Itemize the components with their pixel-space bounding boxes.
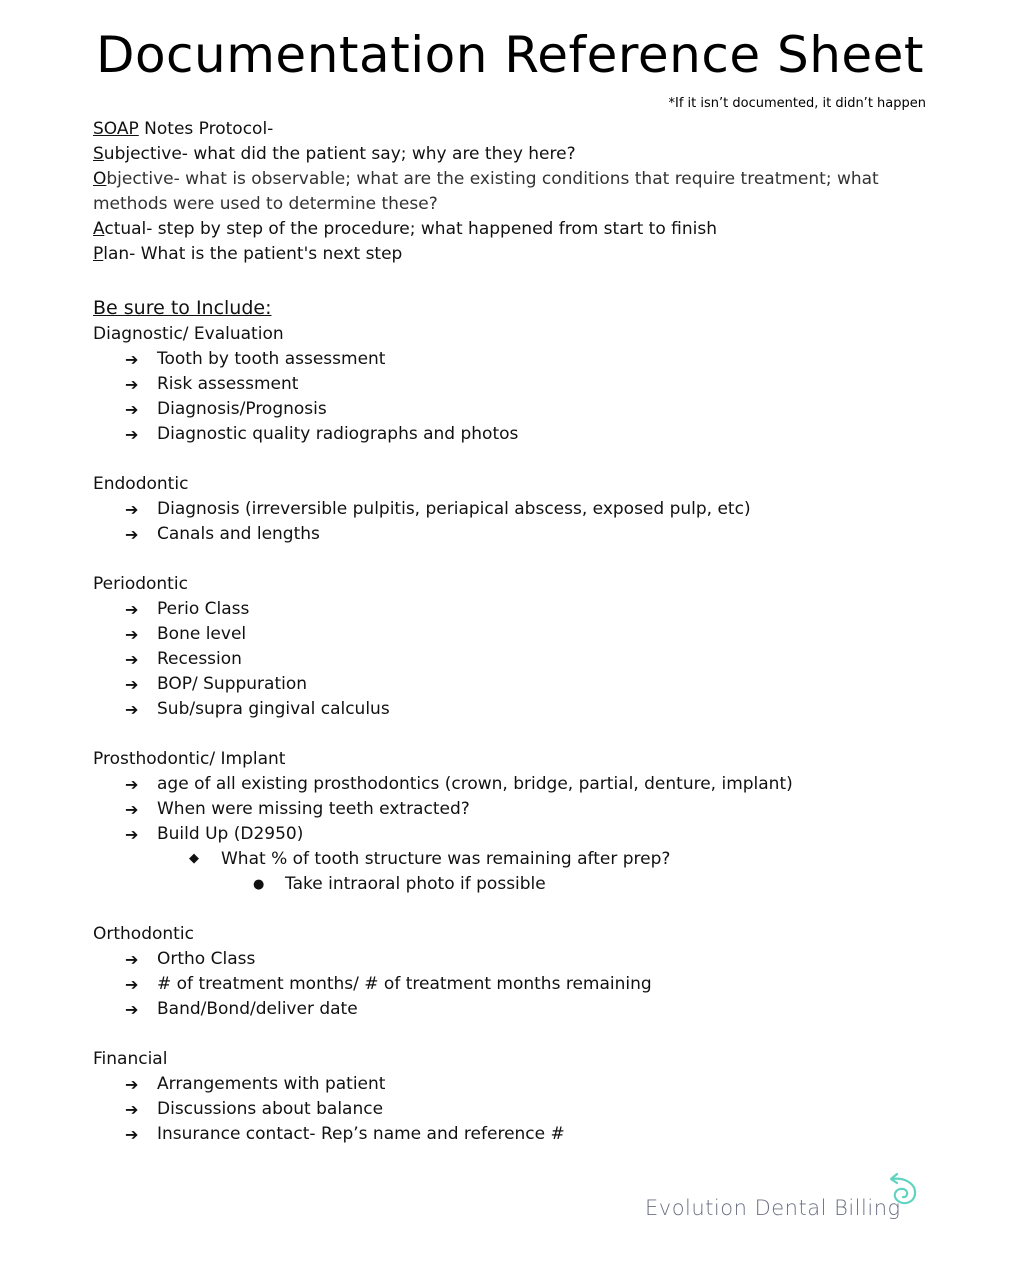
spacer <box>93 547 923 572</box>
spacer <box>93 447 923 472</box>
arrow-bullet-icon: ➔ <box>125 1125 139 1144</box>
arrow-bullet-icon: ➔ <box>125 800 139 819</box>
soap-actual <box>93 217 923 242</box>
list-item-text: Take intraoral photo if possible <box>285 874 546 894</box>
list-item <box>93 1072 923 1097</box>
soap-plan <box>93 242 923 267</box>
arrow-bullet-icon: ➔ <box>125 600 139 619</box>
list-item-text: Diagnosis/Prognosis <box>157 399 327 419</box>
list-item-text: Risk assessment <box>157 374 299 394</box>
list-item <box>93 1097 923 1122</box>
sub-sub-list-item <box>93 872 923 897</box>
soap-text: lan- What is the patient's next step <box>103 244 403 264</box>
soap-initial: S <box>93 144 104 164</box>
list-item-text: Arrangements with patient <box>157 1074 386 1094</box>
include-heading: Be sure to Include: <box>93 297 272 319</box>
spacer <box>93 722 923 747</box>
list-item-text: age of all existing prosthodontics (crown, bridge, partial, denture, implant) <box>157 774 793 794</box>
soap-text: bjective- what is observable; what are the existing conditions that require treatment; what methods were used to determine these? <box>93 169 879 214</box>
arrow-bullet-icon: ➔ <box>125 650 139 669</box>
arrow-bullet-icon: ➔ <box>125 1100 139 1119</box>
arrow-bullet-icon: ➔ <box>125 825 139 844</box>
diamond-bullet-icon: ◆ <box>189 851 199 866</box>
list-item-text: Recession <box>157 649 242 669</box>
page-title: Documentation Reference Sheet <box>95 26 925 84</box>
soap-initial: A <box>93 219 105 239</box>
arrow-bullet-icon: ➔ <box>125 375 139 394</box>
list-item <box>93 997 923 1022</box>
spacer <box>93 267 923 294</box>
list-item <box>93 597 923 622</box>
soap-heading <box>93 117 923 142</box>
soap-initial: P <box>93 244 104 264</box>
list-item <box>93 372 923 397</box>
list-item-text: Ortho Class <box>157 949 256 969</box>
spacer <box>93 897 923 922</box>
arrow-bullet-icon: ➔ <box>125 625 139 644</box>
dot-bullet-icon: ● <box>253 877 265 892</box>
list-item-text: Bone level <box>157 624 247 644</box>
list-item <box>93 1122 923 1147</box>
arrow-bullet-icon: ➔ <box>125 500 139 519</box>
arrow-bullet-icon: ➔ <box>125 675 139 694</box>
list-item-text: When were missing teeth extracted? <box>157 799 470 819</box>
section-title-prosthodontic: Prosthodontic/ Implant <box>93 749 286 769</box>
list-item-text: Diagnostic quality radiographs and photos <box>157 424 519 444</box>
list-item-text: BOP/ Suppuration <box>157 674 308 694</box>
section-title-endodontic: Endodontic <box>93 474 189 494</box>
soap-subjective <box>93 142 923 167</box>
list-item-text: # of treatment months/ # of treatment months remaining <box>157 974 652 994</box>
list-item <box>93 972 923 997</box>
company-logo <box>645 1170 925 1226</box>
spacer <box>93 1022 923 1047</box>
list-item <box>93 772 923 797</box>
soap-heading-rest: Notes Protocol- <box>138 119 274 139</box>
list-item-text: Sub/supra gingival calculus <box>157 699 390 719</box>
list-item-text: Band/Bond/deliver date <box>157 999 358 1019</box>
arrow-bullet-icon: ➔ <box>125 975 139 994</box>
section-title-financial: Financial <box>93 1049 168 1069</box>
document-body <box>93 117 923 1147</box>
list-item-text: Diagnosis (irreversible pulpitis, periapical abscess, exposed pulp, etc) <box>157 499 751 519</box>
tagline: *If it isn’t documented, it didn’t happen <box>668 96 926 111</box>
arrow-bullet-icon: ➔ <box>125 1075 139 1094</box>
list-item-text: What % of tooth structure was remaining after prep? <box>221 849 671 869</box>
section-title-periodontic: Periodontic <box>93 574 188 594</box>
soap-text: ubjective- what did the patient say; why are they here? <box>103 144 576 164</box>
list-item-text: Perio Class <box>157 599 250 619</box>
soap-objective <box>93 167 923 217</box>
list-item <box>93 647 923 672</box>
arrow-bullet-icon: ➔ <box>125 425 139 444</box>
arrow-bullet-icon: ➔ <box>125 700 139 719</box>
arrow-bullet-icon: ➔ <box>125 950 139 969</box>
logo-text: Evolution Dental Billing <box>645 1196 901 1220</box>
list-item-text: Build Up (D2950) <box>157 824 304 844</box>
arrow-bullet-icon: ➔ <box>125 350 139 369</box>
list-item-text: Tooth by tooth assessment <box>157 349 386 369</box>
list-item <box>93 422 923 447</box>
list-item <box>93 672 923 697</box>
list-item-text: Discussions about balance <box>157 1099 384 1119</box>
list-item <box>93 947 923 972</box>
list-item <box>93 622 923 647</box>
list-item <box>93 397 923 422</box>
soap-initial: O <box>93 169 107 189</box>
list-item-text: Canals and lengths <box>157 524 320 544</box>
section-title-orthodontic: Orthodontic <box>93 924 194 944</box>
list-item <box>93 822 923 847</box>
arrow-bullet-icon: ➔ <box>125 1000 139 1019</box>
arrow-bullet-icon: ➔ <box>125 525 139 544</box>
section-title-diagnostic: Diagnostic/ Evaluation <box>93 324 284 344</box>
list-item <box>93 797 923 822</box>
sub-list-item <box>93 847 923 872</box>
list-item <box>93 497 923 522</box>
list-item <box>93 347 923 372</box>
list-item <box>93 522 923 547</box>
soap-text: ctual- step by step of the procedure; what happened from start to finish <box>104 219 717 239</box>
list-item-text: Insurance contact- Rep’s name and reference # <box>157 1124 565 1144</box>
arrow-bullet-icon: ➔ <box>125 775 139 794</box>
soap-heading-underlined: SOAP <box>93 119 139 139</box>
list-item <box>93 697 923 722</box>
arrow-bullet-icon: ➔ <box>125 400 139 419</box>
